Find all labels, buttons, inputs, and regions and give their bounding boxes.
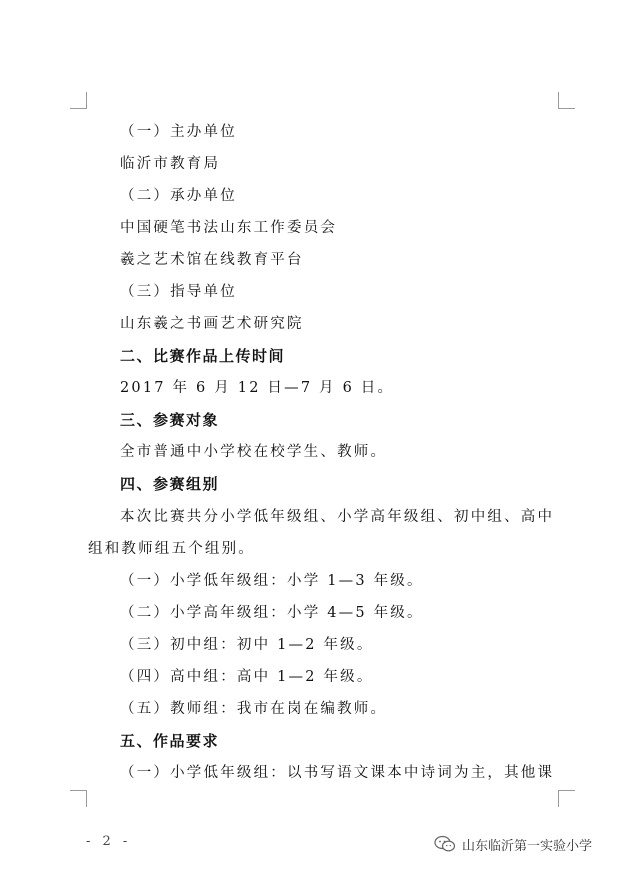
watermark-text: 山东临沂第一实验小学 — [462, 838, 593, 854]
doc-line: 山东羲之书画艺术研究院 — [120, 316, 304, 332]
section-heading: 五、作品要求 — [120, 732, 220, 750]
doc-line: （二）承办单位 — [120, 188, 237, 204]
doc-line: （五）教师组：我市在岗在编教师。 — [120, 701, 388, 717]
doc-line: （二）小学高年级组：小学 4—5 年级。 — [120, 605, 424, 621]
crop-mark-top-right — [558, 92, 575, 109]
crop-mark-bottom-right — [558, 790, 575, 807]
crop-mark-bottom-left — [70, 790, 87, 807]
wechat-icon — [434, 835, 456, 853]
doc-line: 全市普通中小学校在校学生、教师。 — [120, 444, 388, 460]
doc-line: 2017 年 6 月 12 日—7 月 6 日。 — [120, 380, 395, 396]
doc-line: 中国硬笔书法山东工作委员会 — [120, 220, 338, 236]
page-number: - 2 - — [86, 834, 132, 849]
doc-line: 组和教师组五个组别。 — [88, 541, 255, 557]
doc-line: （三）指导单位 — [120, 284, 237, 300]
crop-mark-top-left — [70, 92, 87, 109]
section-heading: 三、参赛对象 — [120, 411, 220, 429]
doc-line: （一）主办单位 — [120, 124, 237, 140]
doc-line: （三）初中组：初中 1—2 年级。 — [120, 637, 374, 653]
section-heading: 二、比赛作品上传时间 — [120, 347, 286, 365]
doc-line: （一）小学低年级组：小学 1—3 年级。 — [120, 573, 424, 589]
doc-line: 临沂市教育局 — [120, 156, 221, 172]
doc-line: 羲之艺术馆在线教育平台 — [120, 252, 304, 268]
doc-line: （四）高中组：高中 1—2 年级。 — [120, 669, 374, 685]
watermark — [434, 834, 592, 854]
doc-line: （一）小学低年级组：以书写语文课本中诗词为主，其他课 — [120, 765, 555, 781]
section-heading: 四、参赛组别 — [120, 475, 220, 493]
doc-line: 本次比赛共分小学低年级组、小学高年级组、初中组、高中 — [120, 509, 555, 525]
